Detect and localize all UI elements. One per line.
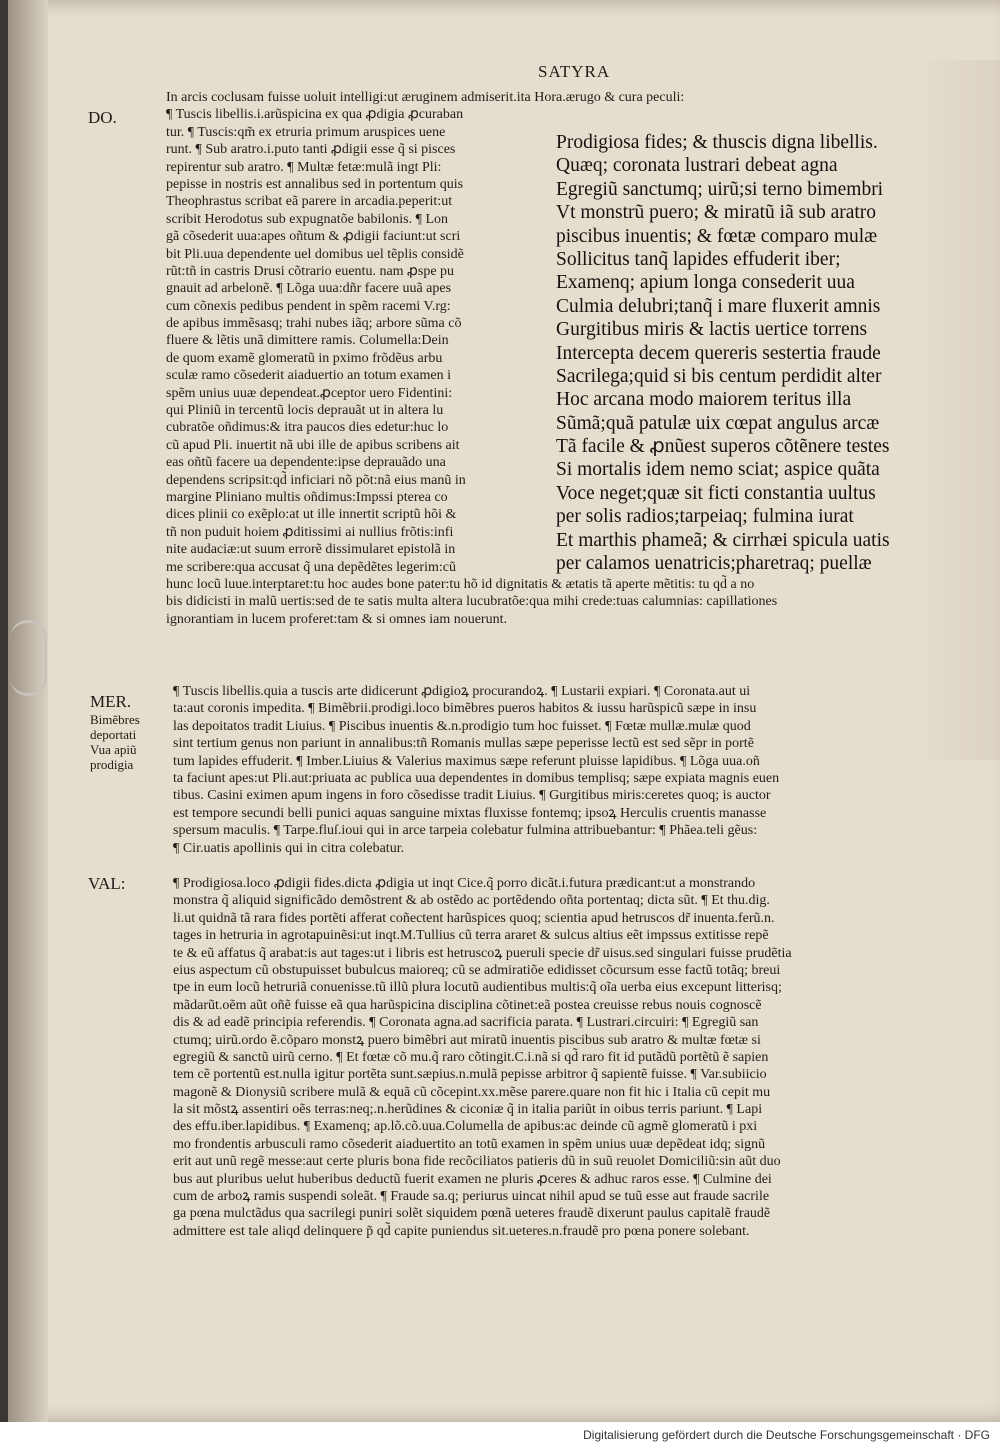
commentary-line: magonẽ & Dionysiũ scribere mulã & equã cũ cõcepint.xx.mẽse parere.quare non fit hic i Italia cũ cepit mu — [173, 1084, 771, 1100]
commentary-line: qui Pliniũ in tercentũ locis deprauãt ut in altera lu — [166, 403, 444, 419]
verse-line: Si mortalis idem nemo sciat; aspice quãta — [556, 459, 880, 481]
verse-line: Hoc arcana modo maiorem teritus illa — [556, 389, 852, 411]
commentary-line: cum cõnexis pedibus pendent in spẽm racemi V.rg: — [166, 298, 451, 314]
commentary-line: gã cõsederit uua:apes oñtum & ꝓdigii faciunt:ut scri — [166, 229, 461, 245]
commentary-line: erit aut unũ regẽ messe:aut certe pluris bona fide recõciliatos patieris dũ in suũ reuolet Domiciliũ:sin aũt duo — [173, 1154, 781, 1170]
commentary-line: dis & ad eadẽ principia referendis. ¶ Coronata agna.ad sacrificia parata. ¶ Lustrari.circuiri: ¶ Egregiũ san — [173, 1015, 759, 1031]
verse-line: Vt monstrũ puero; & miratũ iã sub aratro — [556, 202, 877, 224]
commentary-line: sint tertium genus non pariunt in annalibus:tñ Romanis mullas sæpe peperisse lectũ est sed sẽpr in portẽ — [173, 736, 754, 752]
commentary-line: eas oñtũ facere ua dependente:ipse deprauãdo una — [166, 455, 446, 471]
commentary-line: rũt:tñ in castris Drusi cõtrario euentu. nam ꝓspe pu — [166, 263, 455, 279]
commentary-line: margine Pliniano multis oñdimus:Impssi pterea co — [166, 489, 448, 505]
commentary-line: repirentur sub aratro. ¶ Multæ fetæ:mulã ingt Pli: — [166, 159, 442, 175]
verse-line: Egregiũ sanctumq; uirũ;si terno bimembri — [556, 178, 884, 200]
commentary-line: hunc locũ luue.interptaret:tu hoc audes bone pater:tu hõ id dignitatis & ætatis tã aperte mẽtitis: tu qd̃ a no — [166, 576, 755, 592]
margin-note-line: Vua apiũ — [90, 742, 137, 757]
commentary-line: cubratõe oñdimus:& itra paucos dies edetur:huc lo — [166, 420, 449, 436]
commentary-line: cum de arboꝝ ramis suspendi soleãt. ¶ Fraude sa.q; periurus uincat nihil apud se tuũ esse aut fraude sacrile — [173, 1189, 770, 1205]
commentary-line: ctumq; uirũ.ordo ẽ.cõparo monstꝝ puero bimẽbri aut miratũ inuentis piscibus sub aratro & multæ fœtæ si — [173, 1032, 761, 1048]
commentary-line: de apibus immẽsasq; trahi nubes iãq; arbore sũma cõ — [166, 316, 462, 332]
commentary-line: eius aspectum cũ obstupuisset bubulcus maioreq; cũ se admiratiõe edidisset cõcursum esse factũ totãq; breui — [173, 962, 781, 978]
verse-line: Culmia delubri;tanq̃ i mare fluxerit amnis — [556, 295, 881, 317]
verse-line: Quæq; coronata lustrari debeat agna — [556, 155, 838, 177]
margin-note-line: Bimẽbres — [90, 712, 140, 727]
commentary-line: bis didicisti in malũ uertis:sed de te satis multa altera lucubratõe:qua mihi crede:tuas calumnias: capillationes — [166, 594, 778, 610]
paper-clip — [10, 620, 47, 696]
commentary-line: tem cẽ portentũ est.nulla igitur portẽta sunt.sæpius.n.mulã pepisse arbitror q̃ sapientẽ fuisse. ¶ Var.subiicio — [173, 1067, 767, 1083]
commentary-line: ignorantiam in lucem proferet:tam & si omnes iam nouerunt. — [166, 611, 507, 627]
margin-label-val: VAL: — [88, 874, 126, 893]
margin-note-line: deportati — [90, 727, 137, 742]
commentary-line: nite audaciæ:ut suum errorẽ dissimularet epistolã in — [166, 542, 456, 558]
verse-line: Prodigiosa fides; & thuscis digna libellis. — [556, 132, 878, 153]
commentary-line: tñ non puduit hoiem ꝓditissimi ai nullius frõtis:infi — [166, 524, 454, 540]
verse-text — [556, 131, 890, 575]
commentary-line: In arcis coclusam fuisse uoluit intelligi:ut æruginem admiserit.ita Hora.ærugo & cura peculi: — [166, 90, 685, 105]
verse-line: Voce neget;quæ sit ficti constantia uultus — [556, 482, 876, 504]
commentary-line: ¶ Prodigiosa.loco ꝓdigii fides.dicta ꝓdigia ut inqt Cice.q̃ porro dicãt.i.futura prædicant:ut a monstrando — [173, 876, 756, 891]
commentary-line: est tempore secundi belli punici aquas sanguine mixtas fluxisse fontemq; ipsoꝝ Herculis cruentis manasse — [173, 805, 767, 821]
margin-label-do: DO. — [88, 108, 117, 127]
commentary-line: des effu.iber.lapidibus. ¶ Examenq; ap.lõ.cõ.uua.Columella de apibus:ac deinde cũ agmẽ glomeratũ i pxi — [173, 1119, 758, 1135]
commentary-line: mãdarũt.oẽm aũt oñẽ fuisse eã qua harũspicina disciplina cõtinet:eã postea creuisse rebus nouis cognoscẽ — [173, 997, 762, 1013]
verse-line: Examenq; apium longa consederit uua — [556, 272, 855, 294]
verse-line: Tã facile & ꝓnũest superos cõtẽnere testes — [556, 436, 890, 458]
commentary-line: runt. ¶ Sub aratro.i.puto tanti ꝓdigii esse q̃ si pisces — [166, 142, 456, 158]
digitization-footer — [0, 1422, 1000, 1451]
commentary-block-2 — [173, 683, 779, 857]
verse-line: Sollicitus tanq̃ lapides effuderit iber; — [556, 248, 841, 270]
commentary-line: cũ apud Pli. inuertit nã ubi ille de apibus scribens ait — [166, 437, 460, 453]
page-gutter — [8, 0, 48, 1422]
commentary-line: tages in hetruria in agrotapuinẽsi:ut inqt.M.Tullius cũ terra araret & sulcus altius eẽt impssus extitisse repẽ — [173, 928, 769, 944]
commentary-line: dices plinii co exẽplo:at ut ille innertit scriptũ hõi & — [166, 507, 457, 523]
commentary-line: egregiũ & sanctũ uirũ cerno. ¶ Et fœtæ cõ mu.q̃ raro cõtingit.C.i.nã si qd̃ raro fit id putãdũ portẽtũ ẽ sapien — [173, 1049, 769, 1065]
commentary-line: spẽm unius uuæ dependeat.ꝓceptor uero Fidentini: — [166, 385, 453, 401]
commentary-line: tum lapides effuderit. ¶ Imber.Liuius & Valerius maximus sæpe referunt pluisse lapidibus. ¶ Lõga uua.oñ — [173, 753, 760, 769]
commentary-line: de quom examẽ glomeratũ in pximo frõdẽus arbu — [166, 350, 443, 366]
margin-note-line: MER. — [90, 692, 132, 711]
commentary-line: bit Pli.uua dependente uel domibus uel tẽplis considẽ — [166, 246, 464, 262]
footer-credit: Digitalisierung gefördert durch die Deutsche Forschungsgemeinschaft · DFG — [583, 1428, 990, 1442]
commentary-line: tur. ¶ Tuscis:qm̃ ex etruria primum aruspices uene — [166, 124, 446, 140]
verse-line: Et marthis phameã; & cirrhæi spicula uatis — [556, 529, 890, 551]
verse-line: per solis radios;tarpeiaq; fulmina iurat — [556, 506, 854, 528]
verse-line: Gurgitibus miris & lactis uertice torrens — [556, 319, 868, 341]
commentary-line: ta faciunt apes:ut Pli.aut:priuata ac publica uua dependentes in domibus templisq; sæpe expiata magnis euen — [173, 770, 780, 786]
verse-line: Sũmã;quã patulæ uix cœpat angulus arcæ — [556, 412, 880, 434]
page-bleedthrough — [910, 60, 1000, 760]
commentary-line: pepisse in nostris est annalibus sed in portentum quis — [166, 176, 464, 192]
verse-line: Intercepta decem quereris sestertia fraude — [556, 342, 881, 364]
commentary-line: Theophrastus scribat eã parere in arcadia.peperit:ut — [166, 194, 453, 210]
running-header: SATYRA — [538, 62, 611, 81]
commentary-line: la sit mõstꝝ assentiri oẽs terras:neq;.n.herũdines & ciconiæ q̃ in italia pariũt in oibus terris pariunt. ¶ Lapi — [173, 1102, 763, 1118]
commentary-line: dependens scripsit:qd̃ inficiari nõ põt:nã eius manũ in — [166, 472, 466, 488]
commentary-line: te & eũ affatus q̃ arabat:is aut tages:ut i libris est hetruscoꝝ pueruli specie dr̃ uisus.sed singulari fuisse prudẽtia — [173, 945, 792, 961]
commentary-line: sculæ ramo cõsederit aiaduertio an totum examen i — [166, 368, 451, 384]
commentary-line: gnauit ad arbelonẽ. ¶ Lõga uua:dñr facere uuã apes — [166, 281, 452, 297]
commentary-line: ¶ Cir.uatis apollinis qui in citra colebatur. — [173, 840, 405, 856]
margin-note-line: prodigia — [90, 757, 134, 772]
commentary-line: li.ut quidnã tã rara fides portẽti afferat coñectent harũspices quoq; scientia apud hetruscos dr̃ inuenta.ferũ.n. — [173, 910, 775, 926]
commentary-line: admittere est tale aliqd delinquere p̃ qd̃ capite puniendus sit.ueteres.n.fraudẽ pro pœna ponere solebant. — [173, 1223, 750, 1239]
commentary-line: ¶ Tuscis libellis.i.arũspicina ex qua ꝓdigia ꝓcuraban — [166, 107, 464, 123]
margin-notes-mer — [90, 692, 140, 772]
commentary-line: scribit Herodotus sub expugnatõe babilonis. ¶ Lon — [166, 211, 449, 227]
commentary-line: ta:aut coronis impedita. ¶ Bimẽbrii.prodigi.loco bimẽbres pueros habitos & iussu harũspicũ sæpe in insu — [173, 701, 757, 717]
commentary-line: bus aut pluribus uelut huberibus deductũ fuerit examen ne pluris ꝓceres & adhuc raros esse. ¶ Culmine dei — [173, 1171, 772, 1187]
commentary-line: mo frondentis arbusculi ramo cõsederit aiaduertito an totũ examen in spẽm unius uuæ depẽdeat idq; signũ — [173, 1136, 766, 1152]
commentary-line: fluere & lẽtis unã dimittere ramis. Columella:Dein — [166, 333, 449, 349]
commentary-line: tibus. Casini eximen apum ingens in foro cõsedisse tradit Liuius. ¶ Gurgitibus miris:ceretes quoq; is auctor — [173, 788, 771, 804]
book-page — [8, 0, 1000, 1422]
commentary-line: ga pœna mulctãdus qua sacrilegi puniri solẽt siquidem pœnã ueteres fraudẽ dixerunt paulus capitalẽ fraudẽ — [173, 1206, 771, 1222]
commentary-line: tpe in eum locũ hetruriã conuenisse.tũ illũ plura locutũ audientibus multis:q̃ oĩa uerba eius excepunt litterisq; — [173, 980, 782, 996]
commentary-line: las depoitatos tradit Liuius. ¶ Piscibus inuentis &.n.prodigio tum hoc fuisset. ¶ Fœtæ mullæ.mulæ quod — [173, 718, 751, 734]
commentary-block-3 — [173, 875, 792, 1240]
verse-line: per calamos uenatricis;pharetraq; puellæ — [556, 553, 872, 575]
commentary-line: ¶ Tuscis libellis.quia a tuscis arte didicerunt ꝓdigioꝝ procurandoꝝ. ¶ Lustarii expiari. ¶ Coronata.aut ui — [173, 684, 751, 699]
verse-line: piscibus inuentis; & fœtæ comparo mulæ — [556, 225, 878, 247]
commentary-line: spersum maculis. ¶ Tarpe.fluſ.ioui qui in arce tarpeia colebatur fulmina attribuebantur: ¶ Phãea.teli gẽus: — [173, 823, 758, 839]
commentary-line: me scribere:qua accusat q̃ una depẽdẽtes legerim:cũ — [166, 559, 456, 575]
commentary-line: monstra q̃ aliquid significãdo demõstrent & ab ostẽdo ac portẽdendo oñta portentaq; dicta sũt. ¶ Et thu.dig. — [173, 893, 770, 909]
verse-line: Sacrilega;quid si bis centum perdidit alter — [556, 365, 882, 387]
